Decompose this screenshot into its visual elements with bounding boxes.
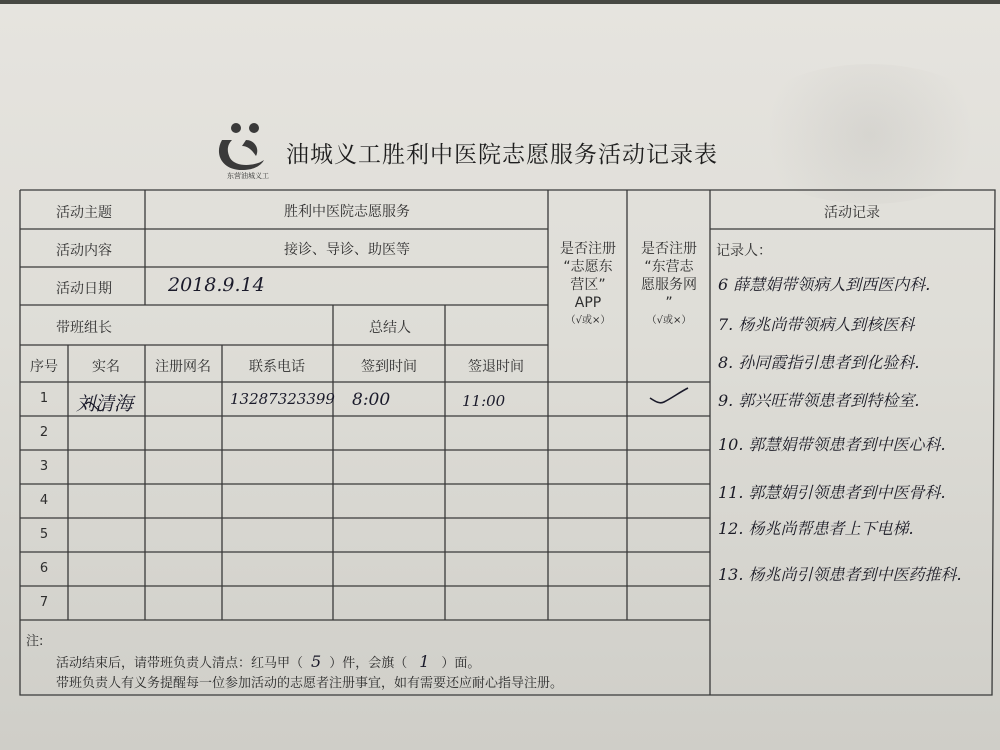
net-register-line3: 愿服务网 xyxy=(641,277,697,293)
row-seq: 6 xyxy=(39,561,49,576)
net-register-line2: “东营志 xyxy=(644,259,694,275)
col-reg-name: 注册网名 xyxy=(155,359,211,375)
notes-line1 xyxy=(56,652,480,671)
date-label: 活动日期 xyxy=(56,281,112,297)
notes-line1-prefix: 活动结束后，请带班负责人清点：红马甲（ xyxy=(56,656,304,671)
row-seq: 4 xyxy=(39,493,49,508)
row-net-reg xyxy=(660,384,661,385)
notes-label: 注: xyxy=(26,634,44,649)
log-entry: 10. 郭慧娟带领患者到中医心科. xyxy=(718,435,946,454)
app-register-line1: 是否注册 xyxy=(560,241,616,257)
log-entry: 6 薛慧娟带领病人到西医内科. xyxy=(718,275,931,294)
check-mark-icon xyxy=(650,388,688,403)
row-seq: 3 xyxy=(39,459,49,474)
page-title: 油城义工胜利中医院志愿服务活动记录表 xyxy=(286,142,718,168)
app-register-line3: 营区” xyxy=(570,277,606,293)
theme-value: 胜利中医院志愿服务 xyxy=(284,204,410,220)
net-register-line4: ” xyxy=(665,295,673,311)
row-seq: 5 xyxy=(39,527,49,542)
app-register-line2: “志愿东 xyxy=(563,259,613,275)
date-value: 2018.9.14 xyxy=(168,274,265,296)
log-entry: 11. 郭慧娟引领患者到中医骨科. xyxy=(718,483,946,502)
log-entry: 8. 孙同霞指引患者到化验科. xyxy=(718,353,920,372)
col-checkout: 签退时间 xyxy=(468,359,524,375)
row-seq: 7 xyxy=(39,595,49,610)
recorder-label: 记录人： xyxy=(716,243,772,259)
col-name: 实名 xyxy=(92,359,120,375)
logo-caption: 东营油城义工 xyxy=(227,172,269,180)
net-register-header xyxy=(628,240,710,330)
theme-label: 活动主题 xyxy=(56,205,112,221)
notes-line2: 带班负责人有义务提醒每一位参加活动的志愿者注册事宜，如有需要还应耐心指导注册。 xyxy=(56,676,564,691)
row-phone: 13287323399 xyxy=(230,390,335,408)
col-phone: 联系电话 xyxy=(249,359,305,375)
log-entry: 9. 郭兴旺带领患者到特检室. xyxy=(718,391,920,410)
row-seq: 2 xyxy=(39,425,49,440)
vest-count: 5 xyxy=(311,652,322,671)
leader-label: 带班组长 xyxy=(56,320,112,336)
record-title: 活动记录 xyxy=(824,205,880,221)
app-register-mark: （√或×） xyxy=(565,315,611,326)
row-checkout: 11:00 xyxy=(462,392,506,410)
log-entry: 12. 杨兆尚帮患者上下电梯. xyxy=(718,519,914,538)
col-checkin: 签到时间 xyxy=(361,359,417,375)
row-name: 刘清海 xyxy=(76,393,134,415)
content-label: 活动内容 xyxy=(56,243,112,259)
net-register-mark: （√或×） xyxy=(646,315,692,326)
flag-count: 1 xyxy=(419,652,430,671)
app-register-line4: APP xyxy=(574,295,602,311)
summary-label: 总结人 xyxy=(369,320,411,336)
log-entry: 13. 杨兆尚引领患者到中医药推科. xyxy=(718,565,962,584)
net-register-line1: 是否注册 xyxy=(641,241,697,257)
row-checkin: 8:00 xyxy=(352,390,391,410)
notes-line1-suffix: ）面。 xyxy=(441,656,481,671)
col-seq: 序号 xyxy=(30,359,58,375)
notes-line1-mid: ）件，会旗（ xyxy=(329,656,408,671)
row-seq: 1 xyxy=(39,391,49,406)
app-register-header xyxy=(548,240,628,330)
log-entry: 7. 杨兆尚带领病人到核医科 xyxy=(718,315,915,334)
content-value: 接诊、导诊、助医等 xyxy=(284,242,410,258)
